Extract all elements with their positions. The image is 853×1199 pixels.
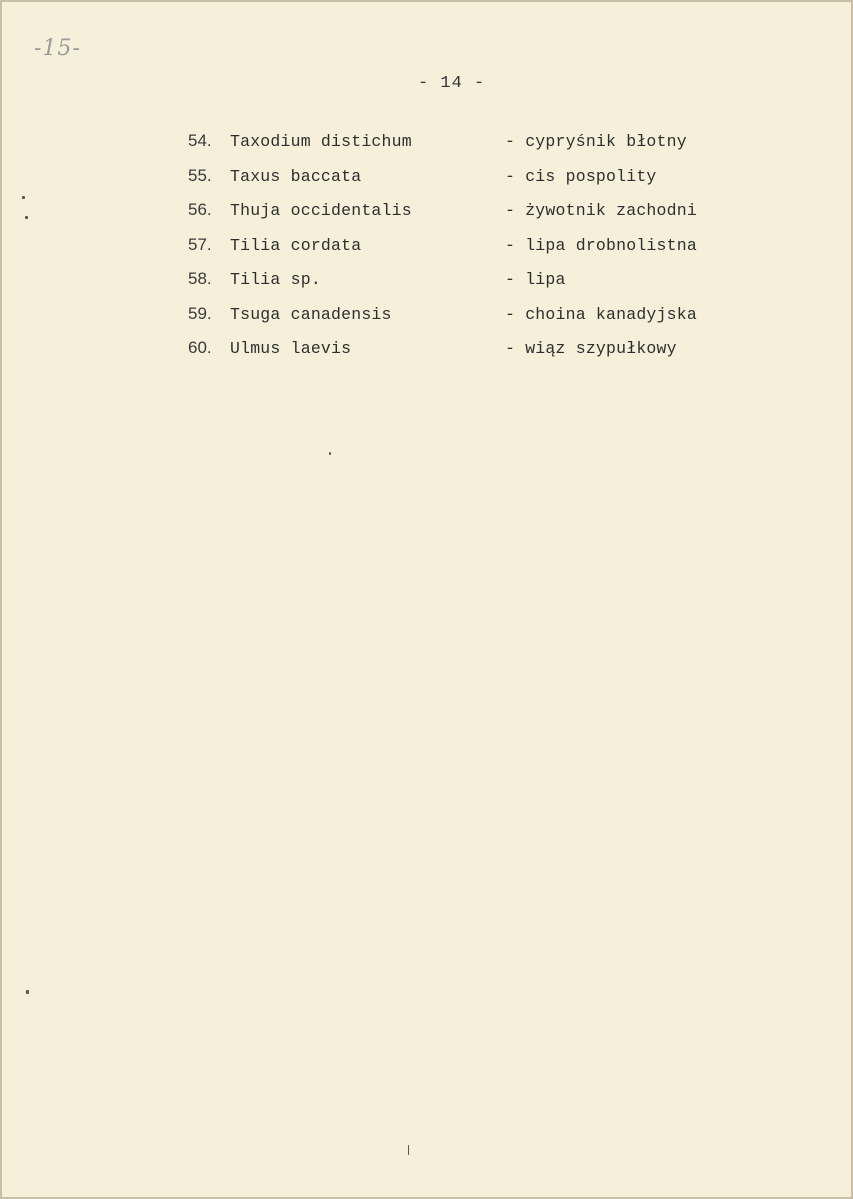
polish-name: - wiąz szypułkowy bbox=[505, 339, 677, 358]
polish-name: - lipa drobnolistna bbox=[505, 235, 697, 255]
speck bbox=[26, 990, 29, 994]
entry-number: 56. bbox=[188, 200, 212, 219]
list-item bbox=[188, 338, 728, 373]
polish-name: - cypryśnik błotny bbox=[505, 132, 687, 151]
latin-name: Taxodium distichum bbox=[230, 132, 412, 151]
polish-name: - lipa bbox=[505, 270, 566, 289]
latin-name: Thuja occidentalis bbox=[230, 201, 412, 220]
entry-number: 54. bbox=[188, 131, 212, 150]
list-item bbox=[188, 235, 728, 270]
list-item bbox=[188, 131, 728, 166]
species-list bbox=[188, 131, 728, 373]
speck bbox=[22, 196, 25, 199]
handwritten-page-note: -15- bbox=[34, 36, 81, 61]
latin-name: Tilia sp. bbox=[230, 270, 321, 289]
list-item bbox=[188, 304, 728, 339]
entry-number: 57. bbox=[188, 234, 212, 254]
polish-name: - choina kanadyjska bbox=[505, 304, 697, 324]
polish-name: - żywotnik zachodni bbox=[505, 201, 697, 220]
polish-name: - cis pospolity bbox=[505, 166, 657, 186]
latin-name: Ulmus laevis bbox=[230, 339, 352, 358]
speck bbox=[329, 452, 331, 455]
latin-name: Taxus baccata bbox=[230, 166, 362, 186]
latin-name: Tsuga canadensis bbox=[230, 304, 392, 324]
list-item bbox=[188, 200, 728, 235]
list-item bbox=[188, 269, 728, 304]
entry-number: 58. bbox=[188, 269, 212, 288]
entry-number: 59. bbox=[188, 303, 212, 323]
page-number: - 14 - bbox=[418, 74, 486, 93]
list-item bbox=[188, 166, 728, 201]
speck bbox=[25, 216, 28, 219]
entry-number: 60. bbox=[188, 338, 212, 357]
latin-name: Tilia cordata bbox=[230, 235, 362, 255]
entry-number: 55. bbox=[188, 165, 212, 185]
speck bbox=[408, 1145, 409, 1155]
